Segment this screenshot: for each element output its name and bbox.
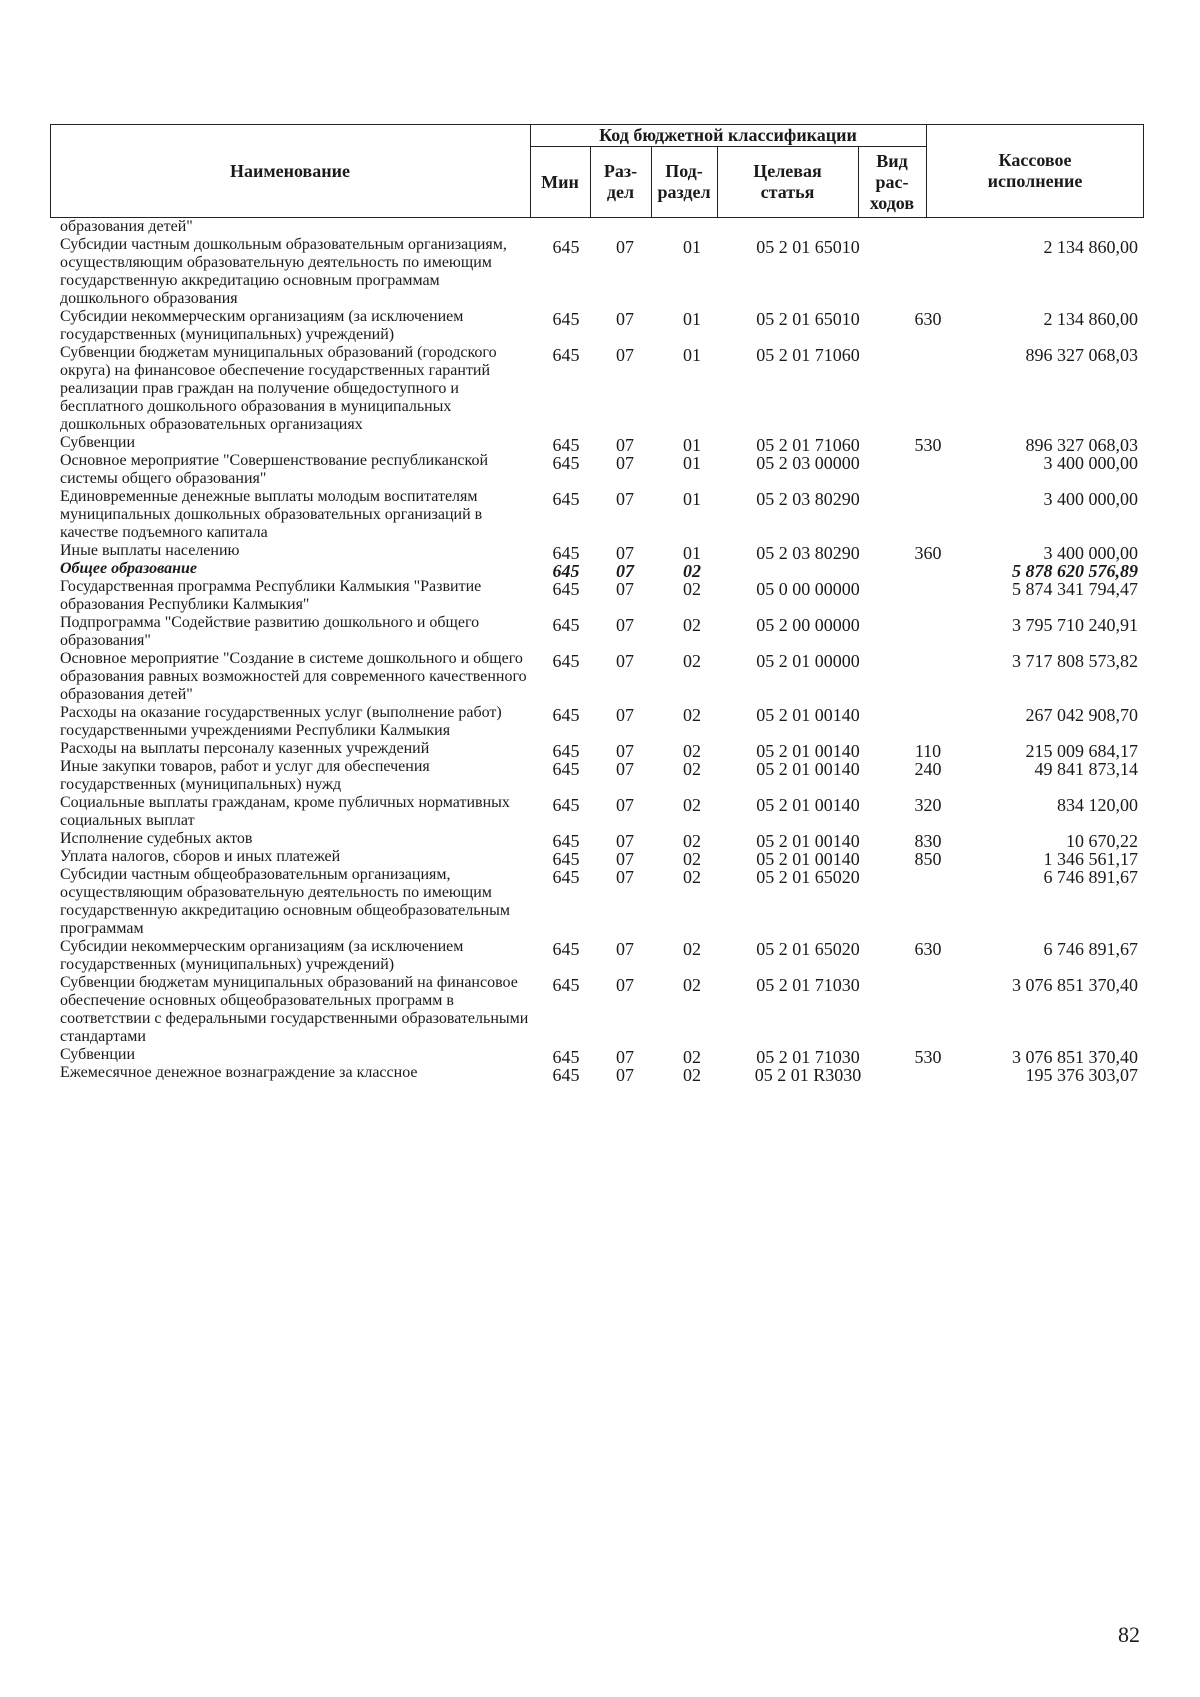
row-amount: 267 042 908,70 — [1025, 705, 1138, 725]
row-podrazdel: 02 — [683, 705, 701, 725]
row-expense-type: 530 — [914, 435, 942, 455]
row-razdel: 07 — [616, 849, 634, 869]
table-row — [0, 434, 1200, 455]
row-target-article: 05 2 03 80290 — [756, 543, 860, 563]
table-row — [0, 650, 1200, 704]
row-podrazdel: 02 — [683, 759, 701, 779]
row-amount: 834 120,00 — [1057, 795, 1138, 815]
row-name: Основное мероприятие "Создание в системе дошкольного и общего образования равных возможностей для современного качественного образования детей" — [60, 650, 527, 703]
row-podrazdel: 02 — [683, 615, 701, 635]
row-amount: 3 400 000,00 — [1043, 453, 1138, 473]
header-amount: Кассовое исполнение — [987, 150, 1083, 191]
row-min: 645 — [552, 309, 580, 329]
row-amount: 3 076 851 370,40 — [1012, 975, 1138, 995]
row-amount: 10 670,22 — [1066, 831, 1138, 851]
row-target-article: 05 2 03 00000 — [756, 453, 860, 473]
table-row — [0, 488, 1200, 542]
row-target-article: 05 2 01 65010 — [756, 237, 860, 257]
row-target-article: 05 2 01 71060 — [756, 345, 860, 365]
row-expense-type: 850 — [914, 849, 942, 869]
row-target-article: 05 2 03 80290 — [756, 489, 860, 509]
table-row — [0, 344, 1200, 434]
row-min: 645 — [552, 237, 580, 257]
row-expense-type: 630 — [914, 939, 942, 959]
row-name: Расходы на выплаты персоналу казенных учреждений — [60, 740, 430, 757]
row-name: Субсидии некоммерческим организациям (за исключением государственных (муниципальных) учреждений) — [60, 308, 464, 343]
row-name: Общее образование — [60, 560, 198, 577]
row-expense-type: 830 — [914, 831, 942, 851]
row-min: 645 — [552, 939, 580, 959]
table-row — [0, 830, 1200, 851]
row-min: 645 — [552, 741, 580, 761]
row-expense-type: 240 — [914, 759, 942, 779]
row-name: Субвенции — [60, 434, 136, 451]
row-target-article: 05 2 01 00140 — [756, 795, 860, 815]
row-min: 645 — [552, 435, 580, 455]
row-amount: 3 076 851 370,40 — [1012, 1047, 1138, 1067]
table-row — [0, 866, 1200, 938]
row-razdel: 07 — [616, 867, 634, 887]
row-name: Субвенции — [60, 1046, 136, 1063]
row-razdel: 07 — [616, 237, 634, 257]
row-podrazdel: 02 — [683, 975, 701, 995]
header-podrazdel: Под- раздел — [657, 161, 711, 202]
row-podrazdel: 01 — [683, 237, 701, 257]
row-podrazdel: 02 — [683, 1065, 701, 1085]
table-body — [0, 218, 1200, 1085]
row-target-article: 05 2 01 00140 — [756, 741, 860, 761]
row-podrazdel: 01 — [683, 489, 701, 509]
row-name: Государственная программа Республики Калмыкия "Развитие образования Республики Калмыкия" — [60, 578, 482, 613]
row-target-article: 05 2 01 00000 — [756, 651, 860, 671]
table-row — [0, 614, 1200, 650]
row-podrazdel: 02 — [683, 867, 701, 887]
row-target-article: 05 2 01 71030 — [756, 1047, 860, 1067]
table-row — [0, 740, 1200, 761]
row-razdel: 07 — [616, 1065, 634, 1085]
row-min: 645 — [552, 795, 580, 815]
row-razdel: 07 — [616, 435, 634, 455]
row-name: Исполнение судебных актов — [60, 830, 253, 847]
row-razdel: 07 — [616, 615, 634, 635]
row-min: 645 — [552, 849, 580, 869]
header-target: Целевая статья — [753, 161, 822, 202]
row-razdel: 07 — [616, 759, 634, 779]
row-podrazdel: 01 — [683, 435, 701, 455]
row-podrazdel: 01 — [683, 543, 701, 563]
table-row — [0, 218, 1200, 236]
row-expense-type: 320 — [914, 795, 942, 815]
row-min: 645 — [552, 615, 580, 635]
row-podrazdel: 02 — [683, 651, 701, 671]
row-target-article: 05 2 01 71030 — [756, 975, 860, 995]
row-name: Субвенции бюджетам муниципальных образований (городского округа) на финансовое обеспечение государственных гарантий реализации прав граждан на получение общедоступного и бесплатного дошкольного образования в муниципальных дошкольных образовательных организациях — [60, 344, 497, 433]
row-target-article: 05 2 01 71060 — [756, 435, 860, 455]
table-row — [0, 758, 1200, 794]
row-razdel: 07 — [616, 345, 634, 365]
table-row — [0, 794, 1200, 830]
row-expense-type: 360 — [914, 543, 942, 563]
row-target-article: 05 2 01 00140 — [756, 831, 860, 851]
row-amount: 3 717 808 573,82 — [1012, 651, 1138, 671]
row-podrazdel: 01 — [683, 309, 701, 329]
row-amount: 3 400 000,00 — [1043, 543, 1138, 563]
row-target-article: 05 2 01 65020 — [756, 867, 860, 887]
row-podrazdel: 01 — [683, 345, 701, 365]
row-razdel: 07 — [616, 561, 634, 581]
row-target-article: 05 2 01 R3030 — [754, 1065, 862, 1085]
row-podrazdel: 02 — [683, 1047, 701, 1067]
row-amount: 896 327 068,03 — [1025, 435, 1138, 455]
row-min: 645 — [552, 489, 580, 509]
row-amount: 896 327 068,03 — [1025, 345, 1138, 365]
row-podrazdel: 02 — [683, 741, 701, 761]
table-row — [0, 452, 1200, 488]
table-row — [0, 236, 1200, 308]
row-amount: 5 878 620 576,89 — [1012, 561, 1138, 581]
row-amount: 5 874 341 794,47 — [1012, 579, 1138, 599]
row-name: Субсидии некоммерческим организациям (за исключением государственных (муниципальных) учреждений) — [60, 938, 464, 973]
row-amount: 6 746 891,67 — [1043, 867, 1138, 887]
row-min: 645 — [552, 867, 580, 887]
table-row — [0, 974, 1200, 1046]
row-target-article: 05 2 01 00140 — [756, 849, 860, 869]
row-razdel: 07 — [616, 939, 634, 959]
header-vid: Вид рас- ходов — [869, 150, 915, 213]
header-budget-code: Код бюджетной классификации — [599, 124, 857, 145]
row-min: 645 — [552, 561, 580, 581]
table-row — [0, 938, 1200, 974]
row-razdel: 07 — [616, 489, 634, 509]
row-razdel: 07 — [616, 309, 634, 329]
row-razdel: 07 — [616, 651, 634, 671]
row-name: Единовременные денежные выплаты молодым воспитателям муниципальных дошкольных образовательных организаций в качестве подъемного капитала — [60, 488, 483, 541]
row-target-article: 05 0 00 00000 — [756, 579, 860, 599]
row-razdel: 07 — [616, 543, 634, 563]
row-target-article: 05 2 00 00000 — [756, 615, 860, 635]
row-min: 645 — [552, 651, 580, 671]
row-target-article: 05 2 01 65010 — [756, 309, 860, 329]
table-row — [0, 578, 1200, 614]
row-name: Уплата налогов, сборов и иных платежей — [60, 848, 341, 865]
row-razdel: 07 — [616, 975, 634, 995]
table-header — [50, 124, 1144, 218]
row-expense-type: 530 — [914, 1047, 942, 1067]
row-min: 645 — [552, 975, 580, 995]
table-row — [0, 704, 1200, 740]
table-row — [0, 560, 1200, 581]
row-amount: 3 400 000,00 — [1043, 489, 1138, 509]
row-razdel: 07 — [616, 1047, 634, 1067]
row-min: 645 — [552, 705, 580, 725]
row-target-article: 05 2 01 65020 — [756, 939, 860, 959]
table-row — [0, 308, 1200, 344]
table-row — [0, 848, 1200, 869]
row-podrazdel: 01 — [683, 453, 701, 473]
row-min: 645 — [552, 759, 580, 779]
row-razdel: 07 — [616, 579, 634, 599]
row-min: 645 — [552, 1047, 580, 1067]
row-podrazdel: 02 — [683, 795, 701, 815]
row-name: Социальные выплаты гражданам, кроме публичных нормативных социальных выплат — [60, 794, 510, 829]
row-podrazdel: 02 — [683, 579, 701, 599]
row-name: Субсидии частным дошкольным образовательным организациям, осуществляющим образовательную деятельность по имеющим государственную аккредитацию основным программам дошкольного образования — [60, 236, 507, 307]
row-min: 645 — [552, 453, 580, 473]
row-amount: 2 134 860,00 — [1043, 237, 1138, 257]
row-razdel: 07 — [616, 831, 634, 851]
row-name: Субсидии частным общеобразовательным организациям, осуществляющим образовательную деятельность по имеющим государственную аккредитацию основным общеобразовательным программам — [60, 866, 510, 937]
table-row — [0, 1046, 1200, 1067]
row-razdel: 07 — [616, 741, 634, 761]
row-min: 645 — [552, 543, 580, 563]
row-min: 645 — [552, 345, 580, 365]
row-expense-type: 110 — [914, 741, 942, 761]
header-min: Мин — [541, 171, 579, 192]
row-amount: 49 841 873,14 — [1034, 759, 1138, 779]
row-razdel: 07 — [616, 453, 634, 473]
row-razdel: 07 — [616, 705, 634, 725]
row-target-article: 05 2 01 00140 — [756, 705, 860, 725]
page-number: 82 — [1118, 1622, 1140, 1647]
row-amount: 6 746 891,67 — [1043, 939, 1138, 959]
row-target-article: 05 2 01 00140 — [756, 759, 860, 779]
row-name: Иные выплаты населению — [60, 542, 240, 559]
row-podrazdel: 02 — [683, 831, 701, 851]
row-min: 645 — [552, 1065, 580, 1085]
row-name: образования детей" — [60, 218, 193, 235]
row-name: Иные закупки товаров, работ и услуг для обеспечения государственных (муниципальных) нужд — [60, 758, 430, 793]
row-min: 645 — [552, 579, 580, 599]
table-row — [0, 542, 1200, 563]
table-row — [0, 1064, 1200, 1085]
row-amount: 1 346 561,17 — [1043, 849, 1138, 869]
row-podrazdel: 02 — [683, 849, 701, 869]
row-name: Ежемесячное денежное вознаграждение за классное — [60, 1064, 418, 1081]
row-name: Подпрограмма "Содействие развитию дошкольного и общего образования" — [60, 614, 480, 649]
row-razdel: 07 — [616, 795, 634, 815]
header-razdel: Раз- дел — [603, 161, 638, 202]
row-name: Основное мероприятие "Совершенствование республиканской системы общего образования" — [60, 452, 489, 487]
row-amount: 2 134 860,00 — [1043, 309, 1138, 329]
row-expense-type: 630 — [914, 309, 942, 329]
row-name: Субвенции бюджетам муниципальных образований на финансовое обеспечение основных общеобразовательных программ в соответствии с федеральными государственными образовательными стандартами — [60, 974, 529, 1045]
row-min: 645 — [552, 831, 580, 851]
row-podrazdel: 02 — [683, 561, 701, 581]
header-name: Наименование — [230, 160, 350, 181]
row-name: Расходы на оказание государственных услуг (выполнение работ) государственными учреждениями Республики Калмыкия — [60, 704, 502, 739]
row-amount: 3 795 710 240,91 — [1012, 615, 1138, 635]
row-podrazdel: 02 — [683, 939, 701, 959]
row-amount: 195 376 303,07 — [1025, 1065, 1138, 1085]
row-amount: 215 009 684,17 — [1025, 741, 1138, 761]
